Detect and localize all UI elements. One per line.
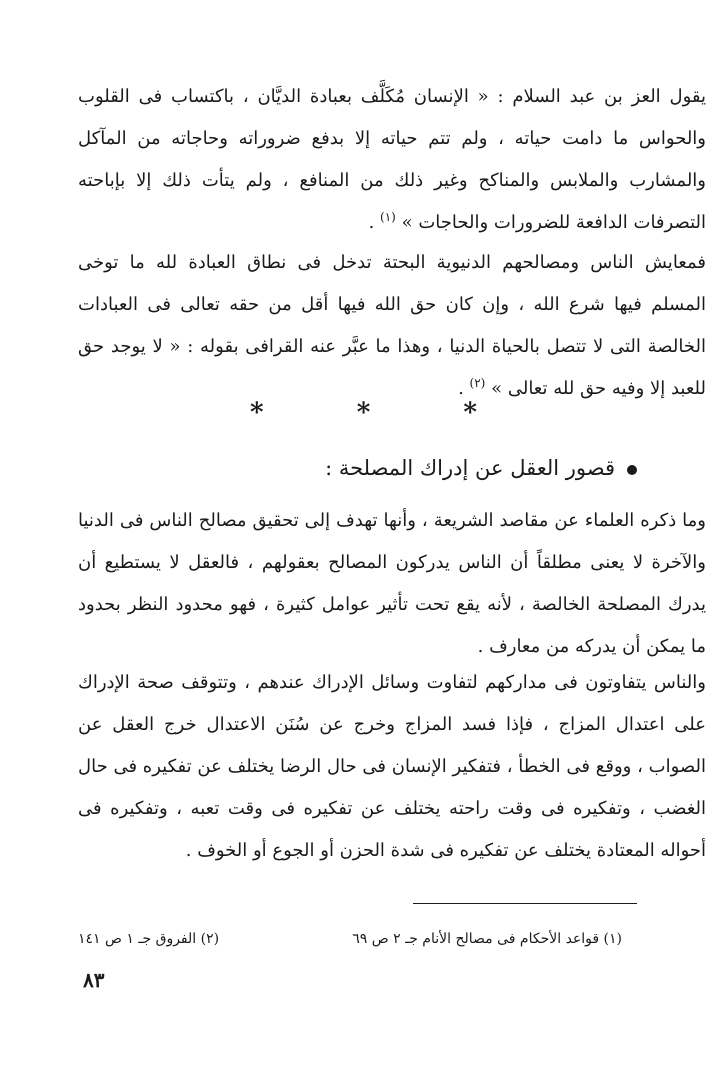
paragraph-text: وما ذكره العلماء عن مقاصد الشريعة ، وأنها تهدف إلى تحقيق مصالح الناس فى الدنيا والآخرة لا يعنى مطلقاً أن الناس يدركون المصالح بعقولهم ، فالعقل لا يستطيع أن يدرك المصلحة الخالصة ، لأنه يقع تحت تأثير عوامل كثيرة ، فهو محدود النظر بحدود ما يمكن أن يدركه من معارف . bbox=[78, 510, 706, 657]
paragraph-end: . bbox=[458, 378, 470, 399]
page-number: ٨٣ bbox=[83, 968, 105, 992]
footnote-ref-1: (١) bbox=[380, 210, 396, 224]
section-heading-text: قصور العقل عن إدراك المصلحة : bbox=[325, 456, 615, 480]
paragraph-text: يقول العز بن عبد السلام : « الإنسان مُكَلَّف بعبادة الديَّان ، باكتساب فى القلوب والحواس ما دامت حياته ، ولم تتم حياته إلا بدفع ضروراته وحاجاته من المآكل والمشارب والملابس والمناكح وغير ذلك من المنافع ، ولم يتأت ذلك إلا بإباحته التصرفات الدافعة للضرورات والحاجات » bbox=[78, 86, 706, 233]
footnote-divider bbox=[413, 903, 637, 904]
bullet-icon bbox=[627, 465, 637, 475]
paragraph-end: . bbox=[368, 212, 381, 233]
paragraph-mind-limits bbox=[78, 500, 706, 668]
footnotes bbox=[78, 928, 622, 950]
section-heading bbox=[325, 448, 637, 488]
paragraph-text: فمعايش الناس ومصالحهم الدنيوية البحتة تدخل فى نطاق العبادة لله ما توخى المسلم فيها شرع الله ، وإن كان حق الله فيها أقل من حقه تعالى فى العبادات الخالصة التى لا تتصل بالحياة الدنيا ، وهذا ما عبَّر عنه القرافى بقوله : « لا يوجد حق للعبد إلا وفيه حق لله تعالى » bbox=[78, 252, 706, 399]
paragraph-quote-izz bbox=[78, 76, 706, 244]
footnote-2: (٢) الفروق جـ ١ ص ١٤١ bbox=[78, 931, 220, 947]
paragraph-worship-scope bbox=[78, 242, 706, 410]
paragraph-perception bbox=[78, 662, 706, 872]
footnote-1: (١) قواعد الأحكام فى مصالح الأنام جـ ٢ ص ٦٩ bbox=[352, 931, 622, 947]
section-separator: * * * bbox=[250, 398, 519, 428]
paragraph-text: والناس يتفاوتون فى مداركهم لتفاوت وسائل الإدراك عندهم ، وتتوقف صحة الإدراك على اعتدال المزاج ، فإذا فسد المزاج وخرج عن سُنَن الاعتدال خرج العقل عن الصواب ، ووقع فى الخطأ ، فتفكير الإنسان فى حال الرضا يختلف عن تفكيره فى حال الغضب ، وتفكيره فى وقت راحته يختلف عن تفكيره فى وقت تعبه ، وتفكيره فى أحواله المعتادة يختلف عن تفكيره فى شدة الحزن أو الجوع أو الخوف . bbox=[78, 672, 706, 861]
footnote-ref-2: (٢) bbox=[469, 376, 486, 390]
